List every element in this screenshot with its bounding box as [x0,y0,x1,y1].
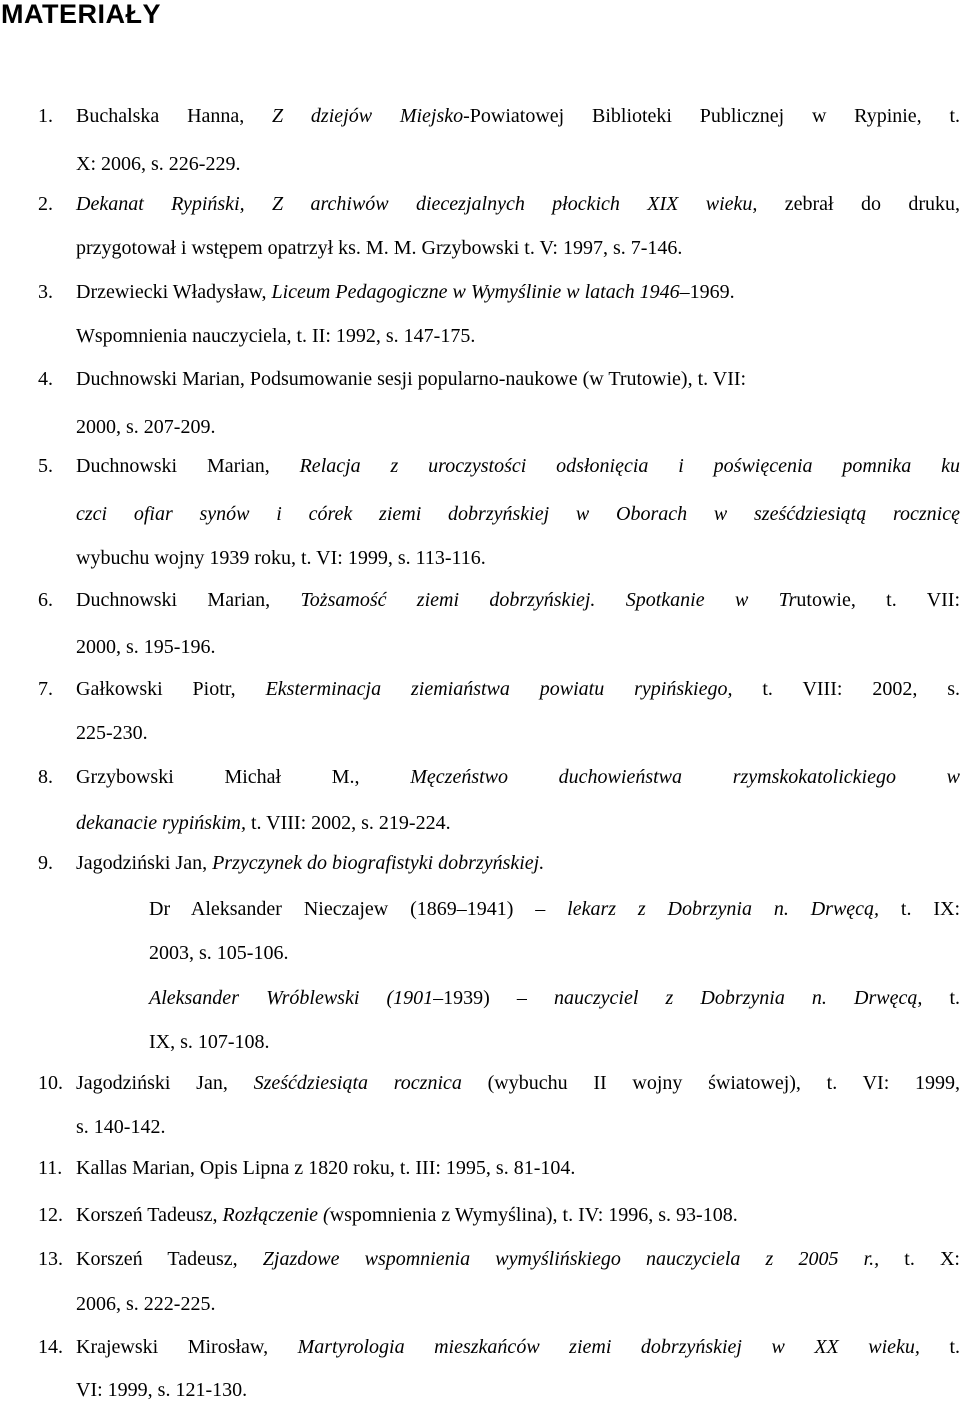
italic-title: Relacja z uroczystości odsłonięcia i poświęcenia pomnika ku [299,455,960,477]
entry-line [76,1332,960,1362]
italic-title: Dekanat Rypiński, Z archiwów diecezjalnych płockich XIX wieku, [76,193,758,215]
entry-text: (wybuchu II wojny światowej), t. VI: 1999, [461,1072,960,1094]
entry-line [149,983,960,1013]
entry-text: Grzybowski Michał M., [76,766,411,788]
entry-text: Wspomnienia nauczyciela, t. II: 1992, s. 147-175. [76,325,476,347]
entry-text: Jagodziński Jan, [76,1072,254,1094]
entry-line [149,938,960,968]
page-title: MATERIAŁY [1,0,161,29]
entry-text: Duchnowski Marian, [76,589,301,611]
entry-text: Kallas Marian, Opis Lipna z 1820 roku, t. III: 1995, s. 81-104. [76,1157,576,1179]
italic-title: Przyczynek do biografistyki dobrzyńskiej. [212,852,545,874]
entry-text: przygotował i wstępem opatrzył ks. M. M. Grzybowski t. V: 1997, s. 7-146. [76,237,683,259]
entry-number: 1. [38,105,53,127]
entry-text: t. VIII: 2002, s. [732,678,960,700]
entry-text: 225-230. [76,722,148,744]
entry-line [76,1375,960,1405]
entry-line [76,499,960,529]
italic-title: czci ofiar synów i córek ziemi dobrzyńskiej w Oborach w sześćdziesiątą rocznicę [76,503,960,525]
entry-line [76,233,960,263]
entry-line [76,189,960,219]
entry-number: 10. [38,1072,63,1094]
entry-text: –1969. [679,281,735,303]
entry-number: 7. [38,678,53,700]
entry-number: 3. [38,281,53,303]
entry-text: Duchnowski Marian, [76,455,300,477]
entry-line [76,1289,960,1319]
italic-title: nauczyciel z Dobrzynia n. Drwęcą, [554,987,923,1009]
entry-text: t. [922,987,960,1009]
entry-number: 8. [38,766,53,788]
entry-text: –1939) – [433,987,555,1009]
entry-line [76,808,960,838]
entry-text: 2006, s. 222-225. [76,1293,216,1315]
entry-number: 13. [38,1248,63,1270]
italic-title: Liceum Pedagogiczne w Wymyślinie w latach 1946 [271,281,680,303]
entry-text: Buchalska Hanna, [76,105,273,127]
entry-line [76,762,960,792]
italic-title: Aleksander Wróblewski (1901 [149,987,434,1009]
entry-text: VI: 1999, s. 121-130. [76,1379,248,1401]
entry-line [76,848,960,878]
entry-line [76,1200,960,1230]
entry-line [76,585,960,615]
entry-line [76,543,960,573]
entry-line [76,277,960,307]
entry-line [76,1112,960,1142]
entry-number: 2. [38,193,53,215]
entry-text: X: 2006, s. 226-229. [76,153,241,175]
entry-text: wspomnienia z Wymyślina), t. IV: 1996, s. 93-108. [329,1204,738,1226]
italic-title: Sześćdziesiąta rocznica [253,1072,462,1094]
entry-line [76,1244,960,1274]
entry-text: 2003, s. 105-106. [149,942,289,964]
entry-text: Korszeń Tadeusz, [76,1204,223,1226]
entry-number: 4. [38,368,53,390]
entry-text: Krajewski Mirosław, [76,1336,298,1358]
entry-text: Gałkowski Piotr, [76,678,266,700]
italic-title: Eksterminacja ziemiaństwa powiatu rypińskiego, [265,678,733,700]
entry-line [76,101,960,131]
entry-number: 12. [38,1204,63,1226]
italic-title: Rozłączenie ( [222,1204,330,1226]
italic-title: lekarz z Dobrzynia n. Drwęcą, [567,898,880,920]
entry-line [76,1068,960,1098]
entry-text: s. 140-142. [76,1116,166,1138]
entry-line [76,451,960,481]
entry-line [76,321,960,351]
entry-text: zebrał do druku, [757,193,960,215]
entry-text: t. X: [879,1248,960,1270]
entry-line [149,894,960,924]
entry-text: t. [919,1336,960,1358]
entry-number: 14. [38,1336,63,1358]
entry-line [76,718,960,748]
entry-line [76,149,960,179]
entry-text: Korszeń Tadeusz, [76,1248,263,1270]
entry-text: 2000, s. 207-209. [76,416,216,438]
entry-text: t. IX: [879,898,960,920]
italic-title: Męczeństwo duchowieństwa rzymskokatolickiego w [410,766,960,788]
entry-text: Duchnowski Marian, Podsumowanie sesji popularno-naukowe (w Trutowie), t. VII: [76,368,747,390]
entry-text: IX, s. 107-108. [149,1031,270,1053]
entry-text: -Powiatowej Biblioteki Publicznej w Rypinie, t. [463,105,960,127]
entry-line [76,1153,960,1183]
entry-text: 2000, s. 195-196. [76,636,216,658]
italic-title: Z dziejów Miejsko [272,105,464,127]
entry-number: 5. [38,455,53,477]
entry-line [76,632,960,662]
entry-number: 6. [38,589,53,611]
entry-number: 9. [38,852,53,874]
entry-text: t. VIII: 2002, s. 219-224. [245,812,451,834]
entry-text: Drzewiecki Władysław, [76,281,272,303]
entry-text: utowie, t. VII: [796,589,960,611]
entry-line [76,412,960,442]
entry-text: Jagodziński Jan, [76,852,213,874]
italic-title: dekanacie rypińskim, [76,812,246,834]
italic-title: Martyrologia mieszkańców ziemi dobrzyńskiej w XX wieku, [297,1336,920,1358]
entry-line [149,1027,960,1057]
entry-text: wybuchu wojny 1939 roku, t. VI: 1999, s. 113-116. [76,547,486,569]
entry-number: 11. [38,1157,63,1179]
italic-title: Zjazdowe wspomnienia wymyślińskiego nauczyciela z 2005 r., [262,1248,880,1270]
entry-line [76,364,960,394]
italic-title: Tożsamość ziemi dobrzyńskiej. Spotkanie w Tr [300,589,797,611]
entry-text: Dr Aleksander Nieczajew (1869–1941) – [149,898,568,920]
entry-line [76,674,960,704]
